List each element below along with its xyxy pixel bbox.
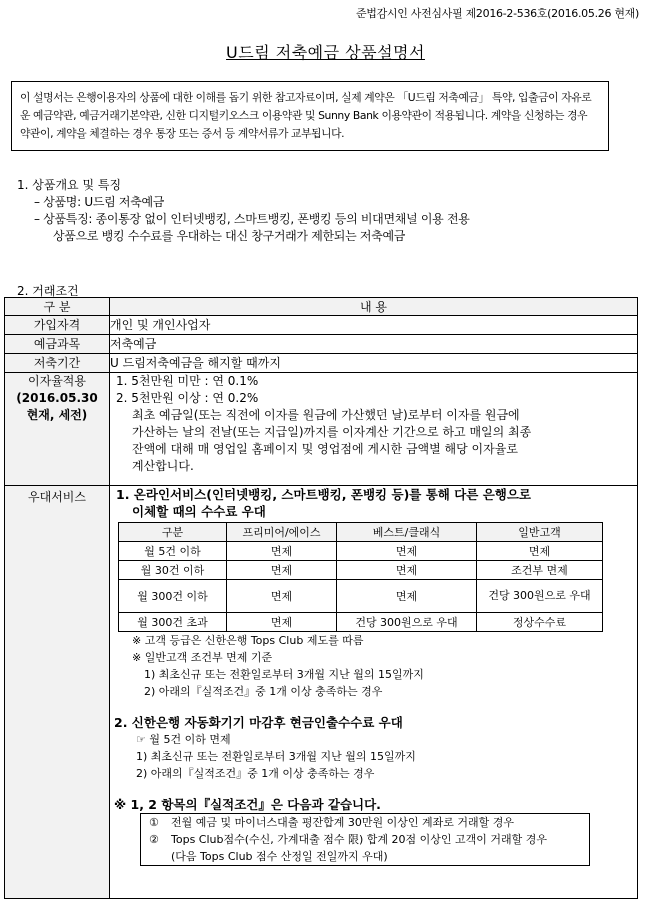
condition-line: 1) 최초신규 또는 전환일로부터 3개월 지난 월의 15일까지: [136, 750, 416, 763]
condition-text: Tops Club점수(수신, 가계대출 점수 限) 합계 20점 이상인 고객이 거래할 경우: [171, 833, 548, 846]
list-item: [141, 831, 589, 848]
table-row: [119, 580, 603, 613]
benefit-item1-title: 1. 온라인서비스(인터넷뱅킹, 스마트뱅킹, 폰뱅킹 등)를 통해 다른 은행으로: [116, 487, 532, 502]
terms-header-row: [5, 298, 638, 316]
table-row: [119, 542, 603, 561]
grade-note: ※ 고객 등급은 신한은행 Tops Club 제도를 따름: [132, 634, 364, 647]
section1-title: 1. 상품개요 및 특징: [17, 178, 122, 192]
conditional-waiver-note: ※ 일반고객 조건부 면제 기준: [132, 651, 273, 664]
atm-waiver-line: ☞ 월 5건 이하 면제: [136, 733, 231, 746]
interest-desc-line: 계산합니다.: [132, 459, 194, 473]
condition-line: 2) 아래의『실적조건』중 1개 이상 충족하는 경우: [144, 685, 383, 698]
fee-cell: 면제: [227, 542, 337, 561]
condition-text: 전월 예금 및 마이너스대출 평잔합계 30만원 이상인 계좌로 거래할 경우: [171, 816, 514, 829]
interest-rate-tier1: 1. 5천만원 미만 : 연 0.1%: [116, 374, 259, 388]
notice-box: 이 설명서는 은행이용자의 상품에 대한 이해를 돕기 위한 참고자료이며, 실제 계약은 「U드림 저축예금」 특약, 입출금이 자유로운 예금약관, 예금거래기본약관, 신한 디지털키오스크 이용약관 및 Sunny Bank 이용약관이 적용됩니다. 계약을 신청하는 경우 약관이, 계약을 체결하는 경우 통장 또는 증서 등 계약서류가 교부됩니다.: [11, 81, 609, 151]
fee-cell: 월 30건 이하: [119, 561, 227, 580]
fee-cell: 조건부 면제: [477, 561, 603, 580]
table-row: [5, 354, 638, 373]
product-feature-line: – 상품특징: 종이통장 없이 인터넷뱅킹, 스마트뱅킹, 폰뱅킹 등의 비대면채널 이용 전용: [34, 212, 470, 226]
deposit-type-label: 예금과목: [5, 335, 110, 354]
fee-cell: 면제: [227, 580, 337, 613]
interest-desc-line: 가산하는 날의 전날(또는 지급일)까지를 이자계산 기간으로 하고 매일의 최종: [132, 425, 532, 439]
benefit-item1-subtitle: 이체할 때의 수수료 우대: [132, 504, 266, 519]
interest-row: [5, 373, 638, 486]
table-row: [119, 613, 603, 632]
interest-label-basis: 현재, 세전): [26, 408, 88, 422]
benefit-row: [5, 486, 638, 899]
fee-table-header: [119, 523, 603, 542]
fee-cell: 면제: [227, 561, 337, 580]
section2-title: 2. 거래조건: [17, 284, 79, 298]
performance-conditions-title: ※ 1, 2 항목의『실적조건』은 다음과 같습니다.: [114, 797, 381, 812]
condition-line: 2) 아래의『실적조건』중 1개 이상 충족하는 경우: [136, 767, 375, 780]
condition-line: 1) 최초신규 또는 전환일로부터 3개월 지난 월의 15일까지: [144, 668, 424, 681]
table-row: [5, 335, 638, 354]
fee-cell: 월 5건 이하: [119, 542, 227, 561]
fee-cell: 월 300건 이하: [119, 580, 227, 613]
list-item: [141, 848, 589, 865]
interest-label-line: 이자율적용: [28, 374, 86, 388]
fee-table: [118, 522, 603, 632]
approval-reference: 준법감시인 사전심사필 제2016-2-536호(2016.05.26 현재): [355, 7, 639, 20]
fee-cell: 면제: [337, 561, 477, 580]
product-name-line: – 상품명: U드림 저축예금: [34, 195, 165, 209]
header-content: 내 용: [110, 298, 638, 316]
condition-number: ②: [149, 833, 159, 846]
terms-table: [4, 297, 638, 899]
fee-cell: 면제: [227, 613, 337, 632]
fee-cell: 면제: [337, 580, 477, 613]
fee-cell: 건당 300원으로 우대: [477, 580, 603, 613]
condition-number: [149, 848, 171, 865]
interest-content: [110, 373, 638, 486]
header-category: 구 분: [5, 298, 110, 316]
fee-cell: 월 300건 초과: [119, 613, 227, 632]
table-row: [119, 561, 603, 580]
benefit-item2-title: 2. 신한은행 자동화기기 마감후 현금인출수수료 우대: [114, 715, 403, 730]
condition-number: ①: [149, 816, 159, 829]
fee-cell: 면제: [337, 542, 477, 561]
fee-cell: 정상수수료: [477, 613, 603, 632]
term-label: 저축기간: [5, 354, 110, 373]
eligibility-label: 가입자격: [5, 316, 110, 335]
document-title: U드림 저축예금 상품설명서: [226, 43, 425, 62]
performance-conditions-box: [140, 813, 590, 866]
fee-col-best: 베스트/클래식: [337, 523, 477, 542]
fee-col-premier: 프리미어/에이스: [227, 523, 337, 542]
table-row: [5, 316, 638, 335]
term-value: U 드림저축예금을 해지할 때까지: [110, 354, 638, 373]
fee-col-general: 일반고객: [477, 523, 603, 542]
interest-desc-line: 최초 예금일(또는 직전에 이자를 원금에 가산했던 날)로부터 이자를 원금에: [132, 408, 520, 422]
interest-desc-line: 잔액에 대해 매 영업일 홈페이지 및 영업점에 게시한 금액별 해당 이자율로: [132, 442, 518, 456]
benefit-content: [110, 486, 638, 899]
fee-cell: 면제: [477, 542, 603, 561]
benefit-label: 우대서비스: [5, 486, 110, 899]
fee-cell: 건당 300원으로 우대: [337, 613, 477, 632]
fee-col-category: 구분: [119, 523, 227, 542]
interest-rate-tier2: 2. 5천만원 이상 : 연 0.2%: [116, 391, 259, 405]
eligibility-value: 개인 및 개인사업자: [110, 316, 638, 335]
condition-text: (다음 Tops Club 점수 산정일 전일까지 우대): [171, 850, 388, 863]
list-item: [141, 814, 589, 831]
deposit-type-value: 저축예금: [110, 335, 638, 354]
product-feature-line-2: 상품으로 뱅킹 수수료를 우대하는 대신 창구거래가 제한되는 저축예금: [53, 229, 406, 243]
interest-label-date: (2016.05.30: [16, 391, 98, 405]
interest-label: [5, 373, 110, 486]
